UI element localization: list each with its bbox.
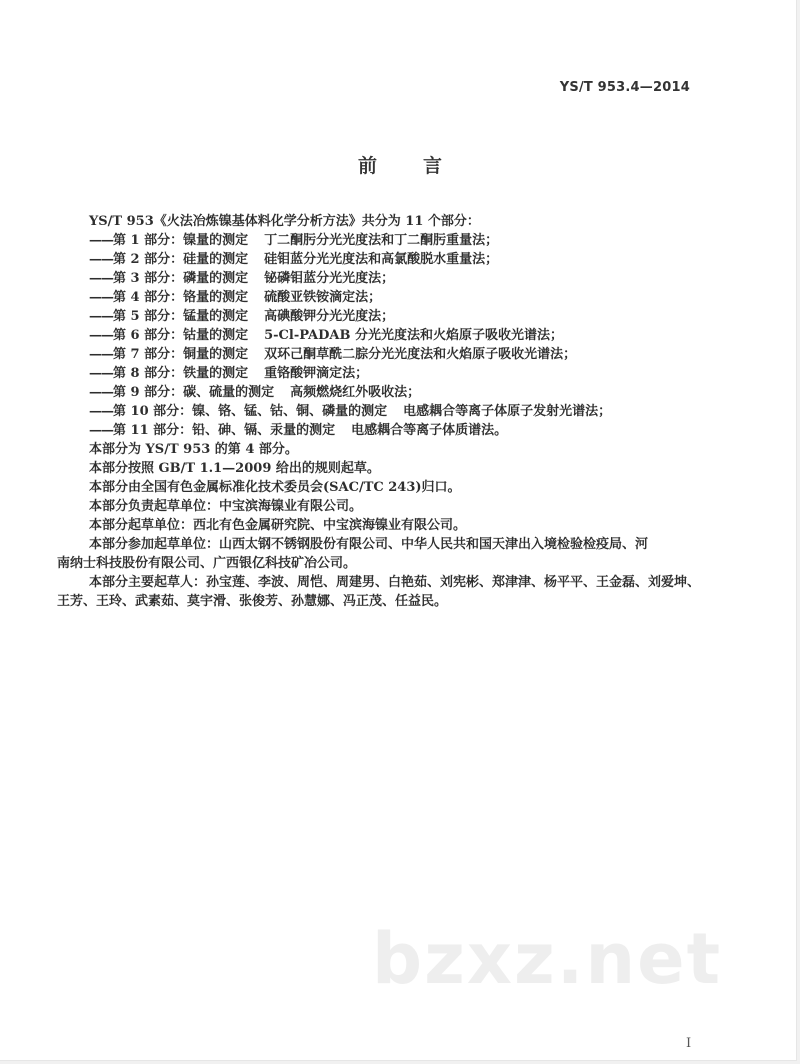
part-label: 第 6 部分：钴量的测定	[113, 328, 249, 343]
part-item	[89, 364, 729, 383]
page-title	[0, 151, 800, 178]
part-label: 第 7 部分：铜量的测定	[113, 347, 249, 362]
part-method: 铋磷钼蓝分光光度法；	[264, 271, 395, 286]
statement-line: 本部分为 YS/T 953 的第 4 部分。	[89, 442, 298, 457]
title-char-2: 言	[423, 155, 443, 177]
part-item	[89, 307, 729, 326]
statement-line: 本部分负责起草单位：中宝滨海镍业有限公司。	[89, 499, 363, 514]
part-method: 丁二酮肟分光光度法和丁二酮肟重量法；	[264, 233, 499, 248]
em-dash: ——	[89, 385, 113, 400]
part-item	[89, 288, 729, 307]
part-item	[89, 269, 729, 288]
part-label: 第 4 部分：铬量的测定	[113, 290, 249, 305]
intro-line: YS/T 953《火法冶炼镍基体料化学分析方法》共分为 11 个部分：	[89, 214, 480, 229]
em-dash: ——	[89, 252, 113, 267]
participating-units-line-1: 本部分参加起草单位：山西太钢不锈钢股份有限公司、中华人民共和国天津出入境检验检疫局、河	[89, 537, 649, 552]
part-method: 高频燃烧红外吸收法；	[290, 385, 421, 400]
part-item	[89, 345, 729, 364]
em-dash: ——	[89, 309, 113, 324]
part-label: 第 11 部分：铅、砷、镉、汞量的测定	[113, 423, 336, 438]
em-dash: ——	[89, 404, 113, 419]
participating-units-line-2: 南纳士科技股份有限公司、广西银亿科技矿冶公司。	[57, 556, 357, 571]
drafters-line-2: 王芳、王玲、武素茹、莫宇滑、张俊芳、孙慧娜、冯正茂、任益民。	[57, 594, 448, 609]
em-dash: ——	[89, 233, 113, 248]
part-label: 第 9 部分：碳、硫量的测定	[113, 385, 275, 400]
watermark: bzxz.net	[372, 918, 723, 1000]
part-item	[89, 383, 729, 402]
standard-code: YS/T 953.4—2014	[559, 80, 690, 95]
part-item	[89, 421, 729, 440]
part-item	[89, 402, 729, 421]
part-method: 电感耦合等离子体质谱法。	[351, 423, 508, 438]
part-item	[89, 326, 729, 345]
part-method: 5-Cl-PADAB 分光光度法和火焰原子吸收光谱法；	[264, 328, 564, 343]
statement-line: 本部分起草单位：西北有色金属研究院、中宝滨海镍业有限公司。	[89, 518, 467, 533]
part-method: 硅钼蓝分光光度法和高氯酸脱水重量法；	[264, 252, 499, 267]
drafters-line-1: 本部分主要起草人：孙宝莲、李波、周恺、周建男、白艳茹、刘宪彬、郑津津、杨平平、王金磊、刘爱坤、	[89, 575, 701, 590]
part-method: 重铬酸钾滴定法；	[264, 366, 369, 381]
statement-line: 本部分由全国有色金属标准化技术委员会(SAC/TC 243)归口。	[89, 480, 461, 495]
em-dash: ——	[89, 328, 113, 343]
em-dash: ——	[89, 347, 113, 362]
part-method: 高碘酸钾分光光度法；	[264, 309, 395, 324]
em-dash: ——	[89, 423, 113, 438]
title-char-1: 前	[357, 155, 377, 177]
part-label: 第 1 部分：镍量的测定	[113, 233, 249, 248]
em-dash: ——	[89, 271, 113, 286]
part-item	[89, 231, 729, 250]
part-label: 第 8 部分：铁量的测定	[113, 366, 249, 381]
part-item	[89, 250, 729, 269]
part-method: 电感耦合等离子体原子发射光谱法；	[403, 404, 612, 419]
foreword-body	[57, 212, 729, 611]
part-label: 第 5 部分：锰量的测定	[113, 309, 249, 324]
part-label: 第 3 部分：磷量的测定	[113, 271, 249, 286]
part-label: 第 2 部分：硅量的测定	[113, 252, 249, 267]
em-dash: ——	[89, 366, 113, 381]
part-label: 第 10 部分：镍、铬、锰、钴、铜、磷量的测定	[113, 404, 388, 419]
em-dash: ——	[89, 290, 113, 305]
part-method: 硫酸亚铁铵滴定法；	[264, 290, 382, 305]
part-method: 双环己酮草酰二腙分光光度法和火焰原子吸收光谱法；	[264, 347, 577, 362]
statement-line: 本部分按照 GB/T 1.1—2009 给出的规则起草。	[89, 461, 380, 476]
page-number: I	[686, 1036, 692, 1051]
